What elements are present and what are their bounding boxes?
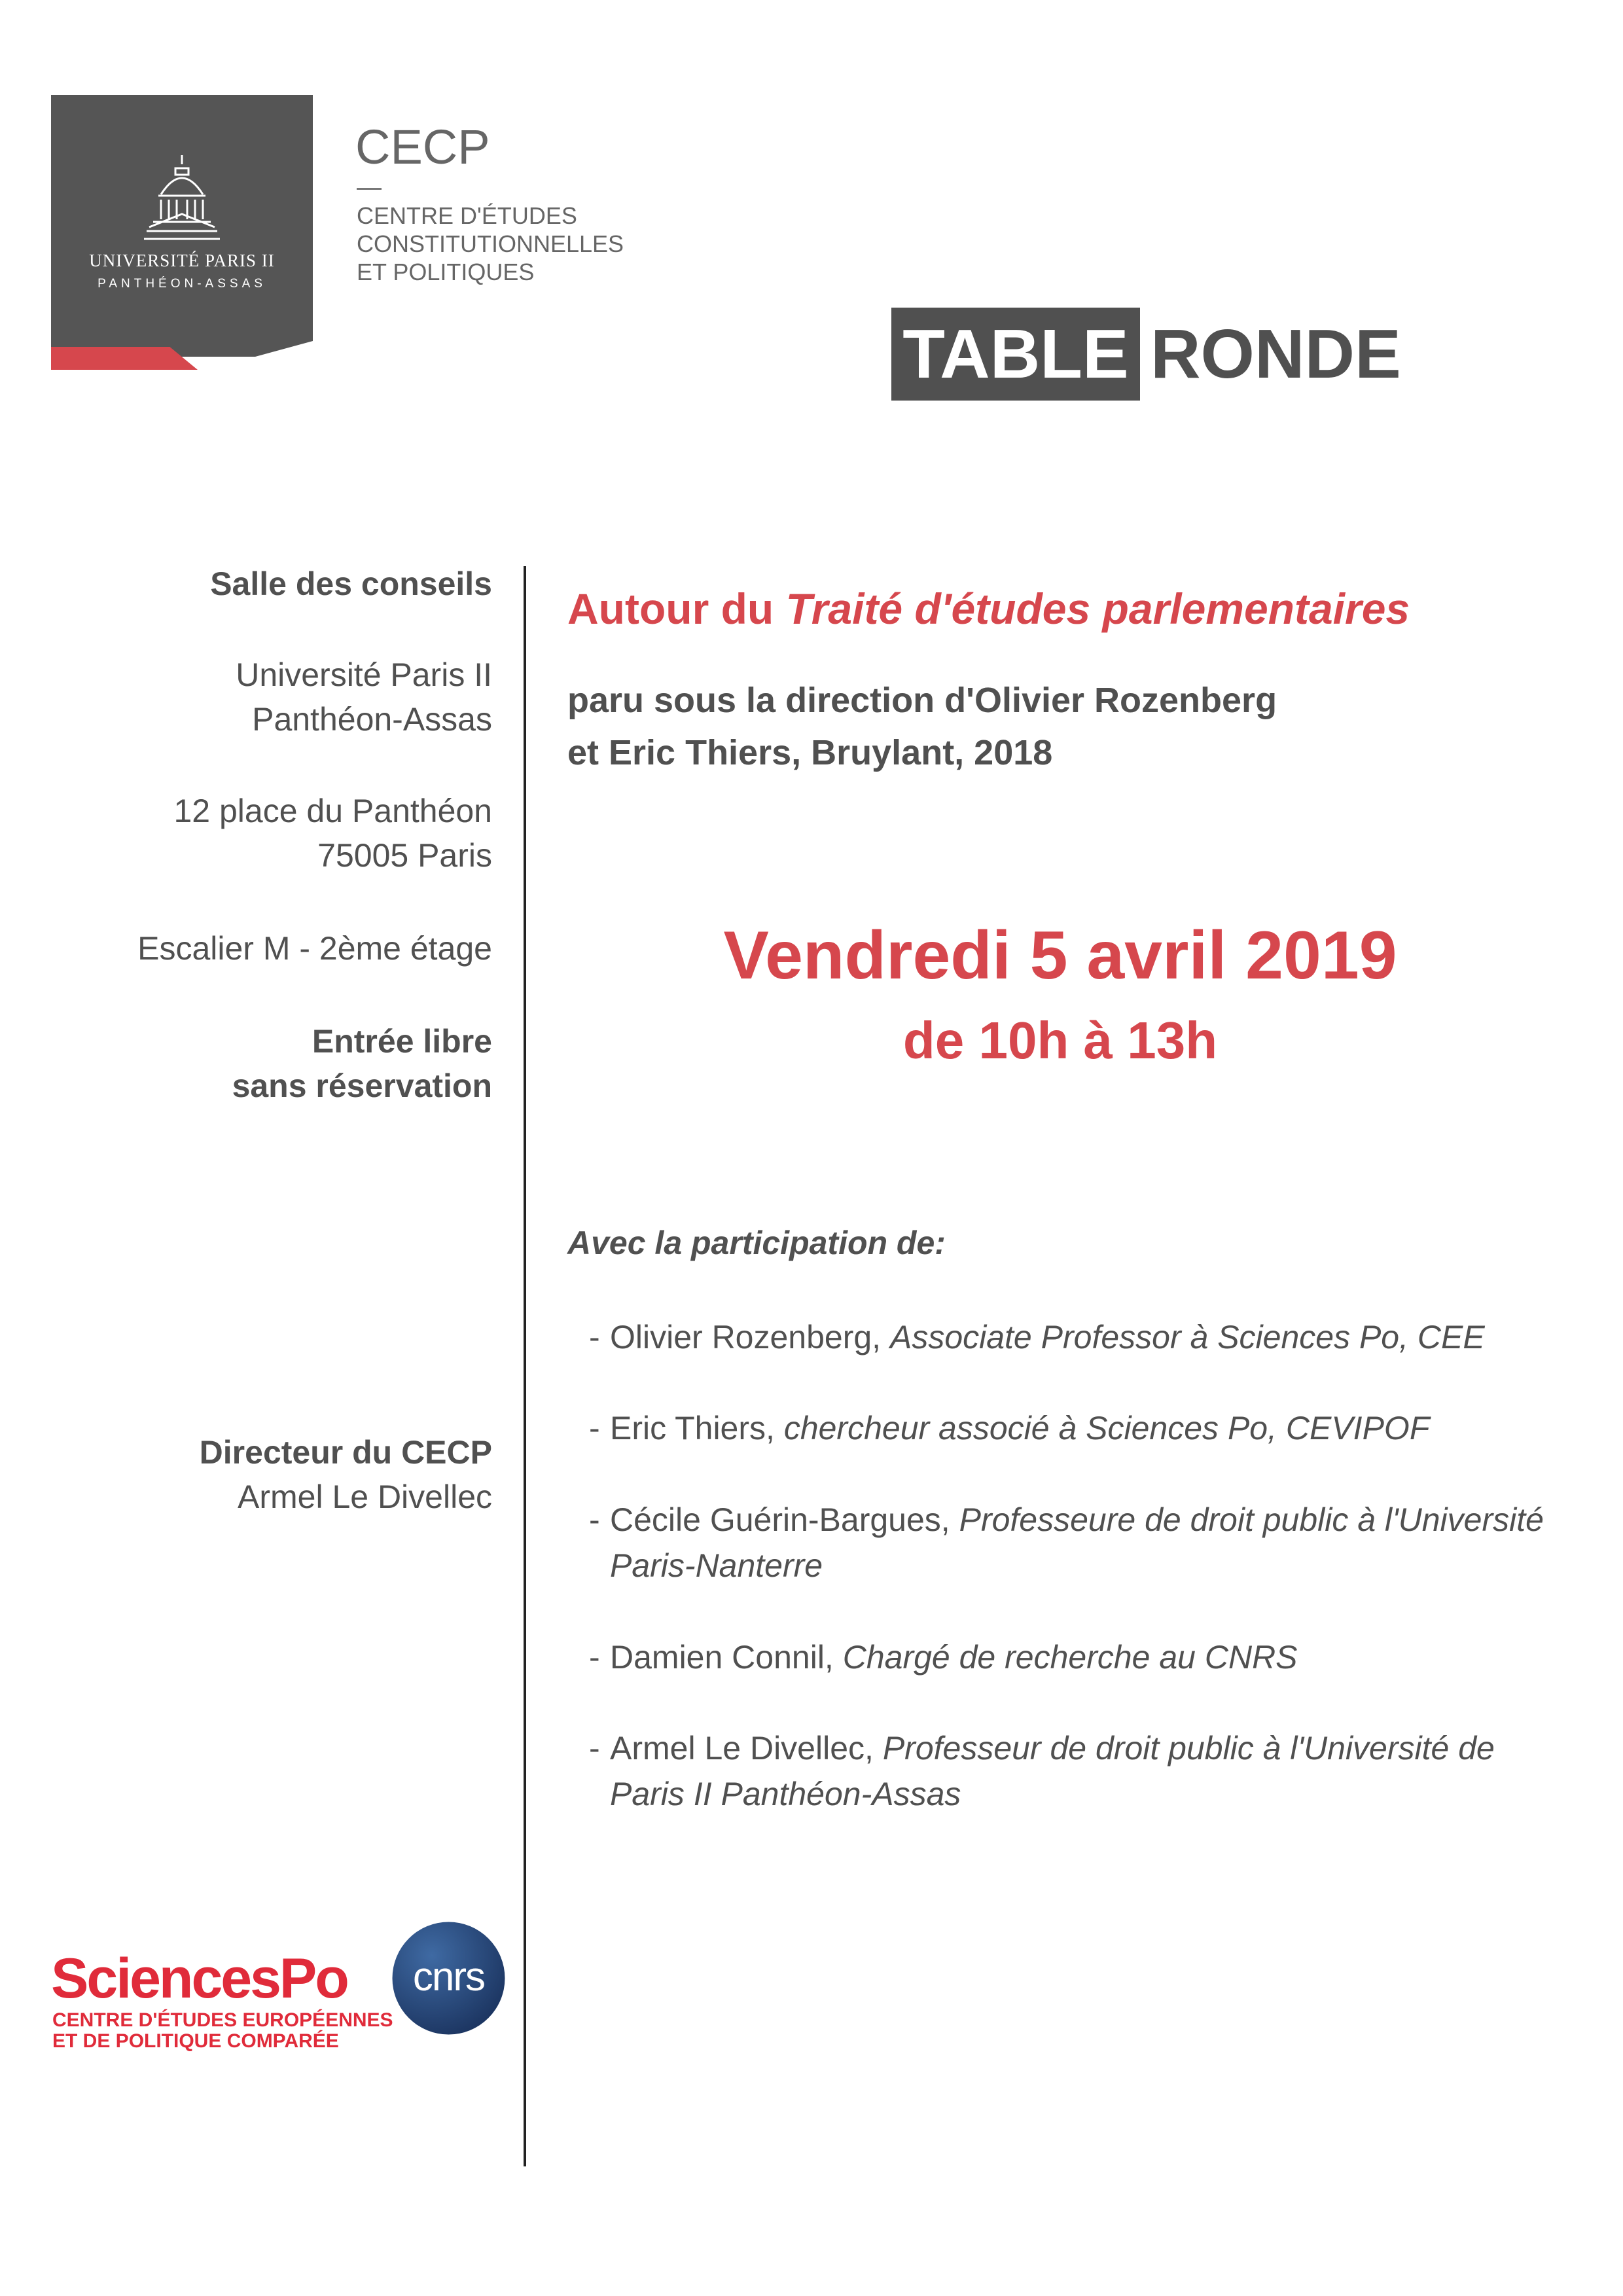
sciencespo-logo xyxy=(51,1947,418,2052)
sciencespo-subtitle xyxy=(52,2010,393,2052)
list-dash: - xyxy=(589,1639,600,1676)
event-title xyxy=(567,581,1410,636)
participant-role: Chargé de recherche au CNRS xyxy=(842,1639,1298,1676)
cecp-full-name-line1: CENTRE D'ÉTUDES xyxy=(357,202,577,229)
venue-address-line1: 12 place du Panthéon xyxy=(173,793,492,829)
participant-name: Olivier Rozenberg, xyxy=(610,1319,882,1355)
participant-item xyxy=(589,1497,1584,1588)
participant-role: chercheur associé à Sciences Po, CEVIPOF xyxy=(783,1410,1430,1446)
event-date: Vendredi 5 avril 2019 xyxy=(723,918,1397,994)
cecp-full-name-line2: CONSTITUTIONNELLES xyxy=(357,230,624,257)
participant-role-line2: Paris-Nanterre xyxy=(610,1547,823,1584)
list-dash: - xyxy=(589,1730,600,1767)
university-name-line2: PANTHÉON-ASSAS xyxy=(98,277,266,291)
director-name: Armel Le Divellec xyxy=(237,1479,492,1515)
sciencespo-subtitle-line2: ET DE POLITIQUE COMPARÉE xyxy=(52,2030,339,2052)
participant-item xyxy=(589,1314,1584,1360)
cecp-full-name xyxy=(357,202,671,286)
venue-entry-line2: sans réservation xyxy=(232,1067,492,1104)
cecp-divider xyxy=(357,188,382,190)
venue-entry xyxy=(232,1019,492,1108)
participant-role: Professeure de droit public à l'Université xyxy=(959,1501,1544,1538)
participant-name: Armel Le Divellec, xyxy=(610,1730,874,1767)
venue-institution-line1: Université Paris II xyxy=(236,656,492,693)
director-label: Directeur du CECP xyxy=(199,1434,492,1471)
sciencespo-wordmark: SciencesPo xyxy=(51,1947,348,2010)
book-subtitle-line1: paru sous la direction d'Olivier Rozenberg xyxy=(567,681,1277,720)
participant-name: Cécile Guérin-Bargues, xyxy=(610,1501,950,1538)
participant-role: Associate Professor à Sciences Po, CEE xyxy=(889,1319,1485,1355)
venue-address-line2: 75005 Paris xyxy=(317,837,492,874)
book-title: Traité d'études parlementaires xyxy=(785,584,1410,633)
list-dash: - xyxy=(589,1410,600,1446)
venue-room: Salle des conseils xyxy=(210,565,492,602)
participant-role-line2: Paris II Panthéon-Assas xyxy=(610,1776,961,1812)
university-logo xyxy=(51,95,313,370)
university-name-line1: UNIVERSITÉ PARIS II xyxy=(89,251,275,270)
participant-name: Damien Connil, xyxy=(610,1639,834,1676)
venue-institution xyxy=(236,653,492,742)
book-subtitle xyxy=(567,674,1484,779)
venue-institution-line2: Panthéon-Assas xyxy=(252,701,492,738)
book-subtitle-line2: et Eric Thiers, Bruylant, 2018 xyxy=(567,733,1053,772)
column-divider xyxy=(524,566,526,2166)
event-title-prefix: Autour du xyxy=(567,584,774,633)
venue-entry-line1: Entrée libre xyxy=(312,1023,492,1060)
list-dash: - xyxy=(589,1501,600,1538)
participant-item xyxy=(589,1725,1584,1817)
venue-access: Escalier M - 2ème étage xyxy=(137,930,492,967)
cnrs-wordmark: cnrs xyxy=(412,1954,485,2000)
pantheon-dome-icon xyxy=(141,154,223,245)
participant-item xyxy=(589,1634,1584,1680)
event-time: de 10h à 13h xyxy=(902,1011,1218,1069)
participant-item xyxy=(589,1405,1584,1451)
cnrs-logo xyxy=(391,1921,506,2036)
sciencespo-subtitle-line1: CENTRE D'ÉTUDES EUROPÉENNES xyxy=(52,2009,393,2031)
participation-heading: Avec la participation de: xyxy=(567,1225,946,1261)
cecp-full-name-line3: ET POLITIQUES xyxy=(357,259,535,285)
director-block xyxy=(200,1430,492,1519)
venue-address xyxy=(173,789,492,878)
event-type-badge: TABLE xyxy=(891,308,1140,401)
participant-name: Eric Thiers, xyxy=(610,1410,775,1446)
event-type-word2: RONDE xyxy=(1150,315,1401,393)
cecp-abbreviation: CECP xyxy=(355,120,490,174)
list-dash: - xyxy=(589,1319,600,1355)
participant-role: Professeur de droit public à l'Université de xyxy=(882,1730,1495,1767)
